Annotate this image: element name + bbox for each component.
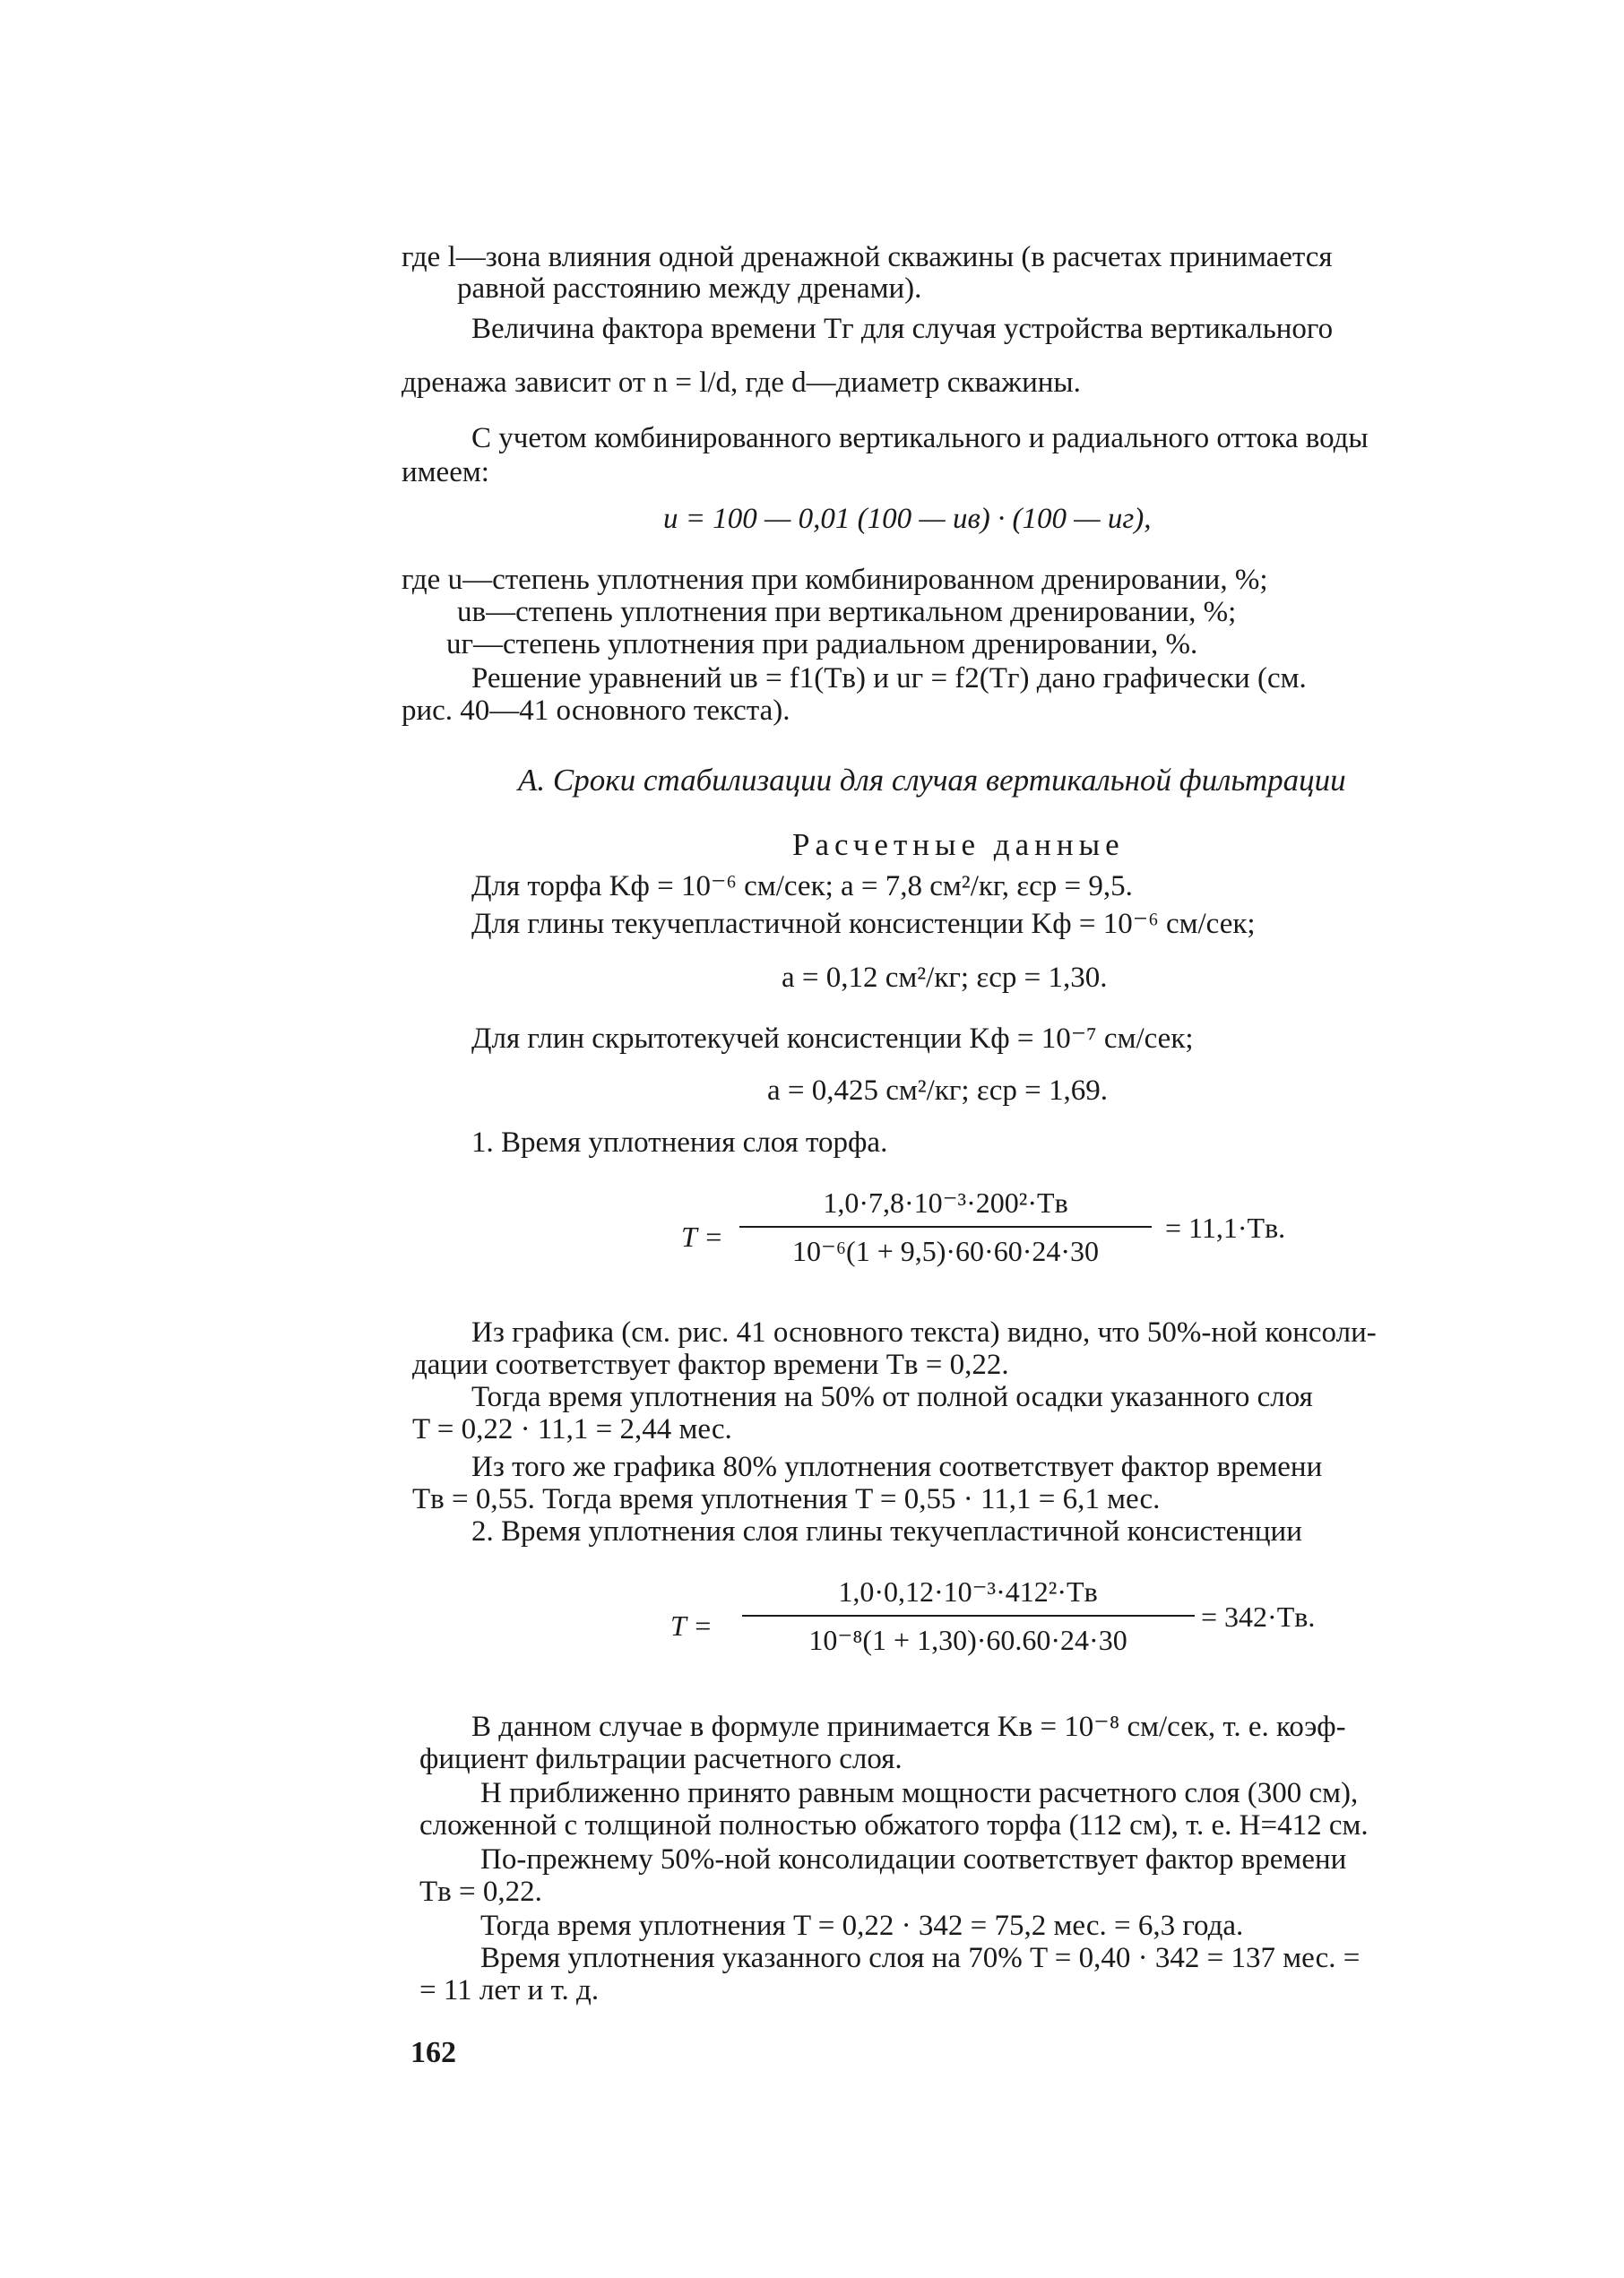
text-line: равной расстоянию между дренами).	[457, 272, 922, 305]
text-line: = 11 лет и т. д.	[419, 1974, 600, 2006]
text-line: где l—зона влияния одной дренажной скважины (в расчетах принимается	[402, 241, 1333, 273]
step-title: 2. Время уплотнения слоя глины текучепластичной консистенции	[471, 1515, 1302, 1548]
text-line: дренажа зависит от n = l/d, где d—диаметр скважины.	[402, 367, 1081, 399]
step-title: 1. Время уплотнения слоя торфа.	[471, 1126, 888, 1159]
formula-rhs: = 342·Tв.	[1201, 1601, 1316, 1633]
formula-lhs: T =	[670, 1609, 713, 1642]
text-line: сложенной с толщиной полностью обжатого торфа (112 см), т. е. H=412 см.	[419, 1809, 1369, 1842]
text-line: дации соответствует фактор времени Tв = 0,22.	[412, 1349, 1009, 1381]
text-line: Из графика (см. рис. 41 основного текста) видно, что 50%-ной консоли-	[471, 1316, 1377, 1349]
text-line: Тогда время уплотнения на 50% от полной осадки указанного слоя	[471, 1381, 1313, 1413]
formula-numerator: 1,0·0,12·10⁻³·412²·Tв	[838, 1575, 1098, 1608]
data-line: Для торфа Kф = 10⁻⁶ см/сек; a = 7,8 см²/кг, εср = 9,5.	[471, 870, 1133, 902]
equation-u: u = 100 — 0,01 (100 — uв) · (100 — uг),	[663, 503, 1152, 535]
text-line: Величина фактора времени Tг для случая устройства вертикального	[471, 313, 1334, 345]
text-line: Тогда время уплотнения T = 0,22 · 342 = 75,2 мес. = 6,3 года.	[480, 1910, 1244, 1942]
text-line: H приближенно принято равным мощности расчетного слоя (300 см),	[480, 1777, 1359, 1809]
text-line: Решение уравнений uв = f1(Tв) и uг = f2(Tг) дано графически (см.	[471, 662, 1307, 695]
fraction-bar	[742, 1615, 1195, 1617]
data-line: a = 0,425 см²/кг; εср = 1,69.	[767, 1074, 1108, 1107]
text-line: Tв = 0,55. Тогда время уплотнения T = 0,55 · 11,1 = 6,1 мес.	[412, 1483, 1161, 1515]
text-line: Из того же графика 80% уплотнения соответствует фактор времени	[471, 1451, 1323, 1483]
data-line: Для глины текучепластичной консистенции Kф = 10⁻⁶ см/сек;	[471, 908, 1256, 940]
text-line: имеем:	[402, 456, 489, 488]
text-line: T = 0,22 · 11,1 = 2,44 мес.	[412, 1413, 732, 1445]
formula-lhs: T =	[681, 1221, 723, 1253]
formula-numerator: 1,0·7,8·10⁻³·200²·Tв	[823, 1186, 1068, 1219]
section-subheading: Расчетные данные	[792, 827, 1125, 862]
data-line: a = 0,12 см²/кг; εср = 1,30.	[782, 962, 1108, 994]
text-line: фициент фильтрации расчетного слоя.	[419, 1743, 903, 1775]
data-line: Для глин скрытотекучей консистенции Kф = 10⁻⁷ см/сек;	[471, 1023, 1194, 1055]
text-line: Tв = 0,22.	[419, 1876, 542, 1908]
formula-rhs: = 11,1·Tв.	[1165, 1212, 1286, 1244]
text-line: Время уплотнения указанного слоя на 70% T = 0,40 · 342 = 137 мес. =	[480, 1942, 1361, 1974]
text-line: В данном случае в формуле принимается Kв = 10⁻⁸ см/сек, т. е. коэф-	[471, 1711, 1346, 1743]
text-line: uв—степень уплотнения при вертикальном дренировании, %;	[457, 596, 1237, 628]
formula-denominator: 10⁻⁶(1 + 9,5)·60·60·24·30	[791, 1235, 1100, 1267]
page-number: 162	[410, 2036, 456, 2069]
text-line: рис. 40—41 основного текста).	[402, 695, 790, 727]
text-line: где u—степень уплотнения при комбинированном дренировании, %;	[402, 564, 1268, 596]
text-line: По-прежнему 50%-ной консолидации соответствует фактор времени	[480, 1843, 1347, 1876]
text-line: С учетом комбинированного вертикального и радиального оттока воды	[471, 422, 1369, 454]
fraction-bar	[739, 1226, 1152, 1228]
text-line: uг—степень уплотнения при радиальном дренировании, %.	[446, 628, 1198, 660]
formula-denominator: 10⁻⁸(1 + 1,30)·60.60·24·30	[808, 1624, 1127, 1656]
section-heading: А. Сроки стабилизации для случая вертикальной фильтрации	[518, 763, 1346, 798]
